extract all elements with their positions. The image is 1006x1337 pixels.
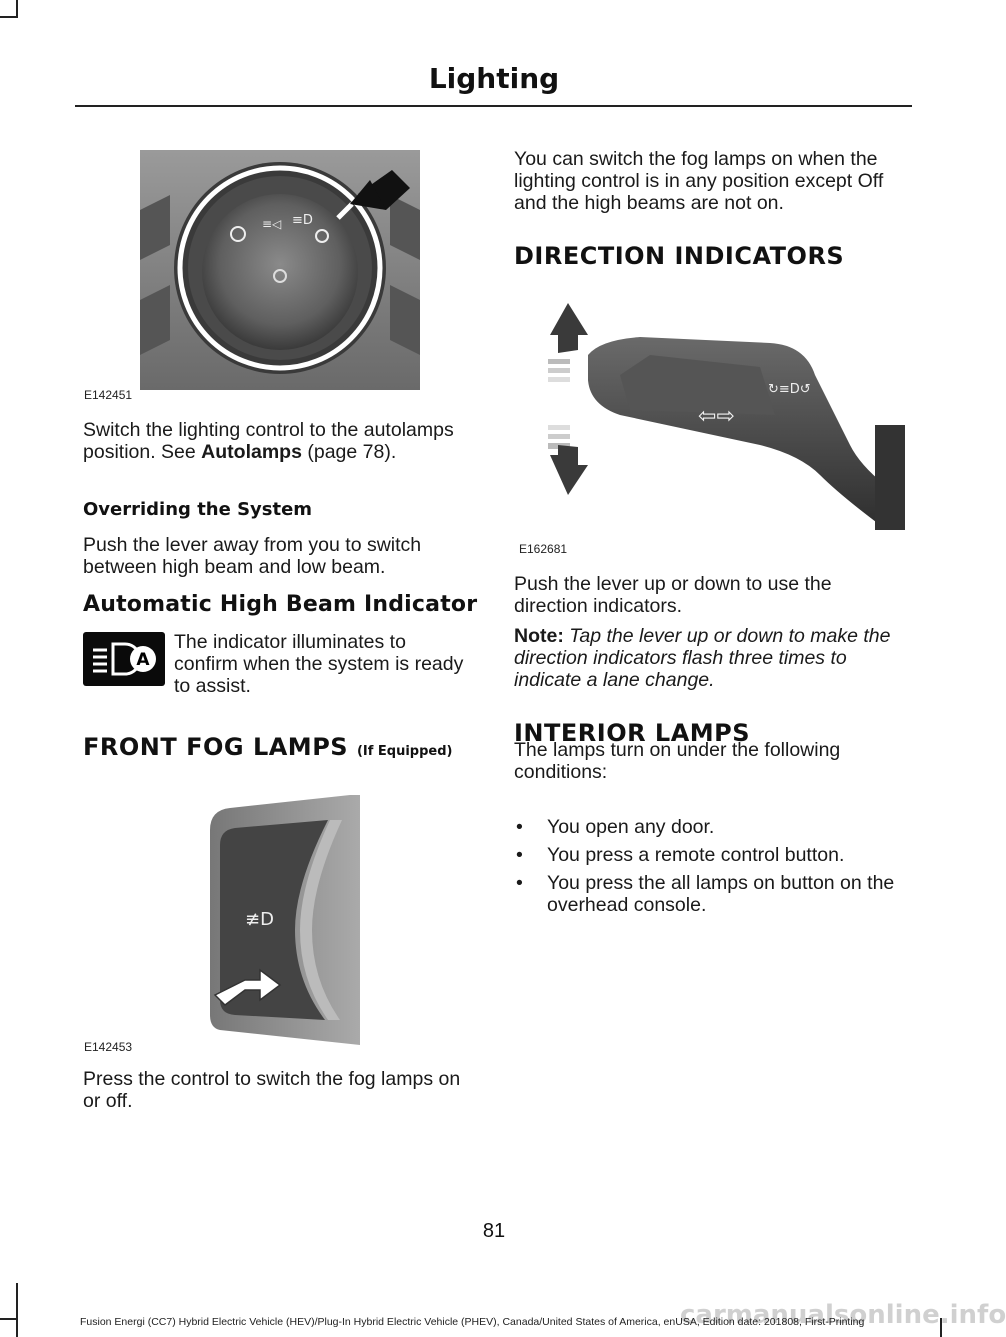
lighting-control-illustration [140,150,420,390]
paragraph-text: (page 78). [301,441,397,463]
autolamps-paragraph [83,419,468,463]
direction-paragraph: Push the lever up or down to use the direction indicators. [514,573,832,617]
list-item: • You press the all lamps on button on the overhead console. [514,872,909,916]
auto-high-beam-heading: Automatic High Beam Indicator [83,592,478,617]
figure-code: E142451 [84,388,133,402]
page-title: Lighting [428,62,560,95]
direction-indicator-lever-illustration [540,295,905,535]
note-body: Tap the lever up or down to make the direction indicators flash three times to indicate a lane change. [514,625,891,691]
svg-text:≡D: ≡D [292,213,313,228]
list-item: • You press a remote control button. [514,844,909,866]
overriding-subheading: Overriding the System [83,499,313,520]
interior-lamps-conditions-list [514,816,909,922]
fog-lamps-heading [83,733,452,761]
footer-text: Fusion Energi (CC7) Hybrid Electric Vehicle (HEV)/Plug-In Hybrid Electric Vehicle (PHEV), Canada/United States of America, enUSA, Edition date: 201808, First-Printing [80,1316,865,1328]
header-divider [75,105,912,107]
direction-indicators-heading: DIRECTION INDICATORS [514,242,845,270]
interior-lamps-paragraph: The lamps turn on under the following conditions: [514,739,841,783]
list-item: • You open any door. [514,816,909,838]
if-equipped-label: (If Equipped) [356,744,453,759]
overriding-paragraph: Push the lever away from you to switch between high beam and low beam. [83,534,422,578]
heading-text: FRONT FOG LAMPS [83,733,349,761]
crop-mark [16,1283,18,1337]
fog-lamps-condition-paragraph: You can switch the fog lamps on when the lighting control is in any position except Off and the high beams are not on. [514,148,884,214]
paragraph-text: Switch the lighting control to the autolamps position. See [83,419,454,463]
crop-mark [0,1318,18,1320]
watermark: carmanualsonline.info [680,1300,1006,1330]
svg-text:A: A [136,650,150,670]
svg-text:⇦⇨: ⇦⇨ [698,404,735,429]
fog-lamps-paragraph: Press the control to switch the fog lamps on or off. [83,1068,461,1112]
page-number: 81 [482,1220,506,1242]
svg-text:≡◁: ≡◁ [262,217,282,231]
note-label: Note: [514,625,564,647]
svg-text:≢D: ≢D [245,909,274,930]
fog-lamp-switch-illustration [200,790,360,1045]
auto-high-beam-indicator-icon [83,632,165,686]
note [514,625,912,691]
autolamps-link[interactable]: Autolamps [201,441,302,463]
interior-lamps-heading: INTERIOR LAMPS [514,719,751,747]
crop-mark [0,16,18,18]
indicator-paragraph: The indicator illuminates to confirm when the system is ready to assist. [174,631,464,697]
figure-code: E162681 [519,542,568,556]
figure-code: E142453 [84,1040,133,1054]
svg-text:↻≡D↺: ↻≡D↺ [768,382,811,397]
